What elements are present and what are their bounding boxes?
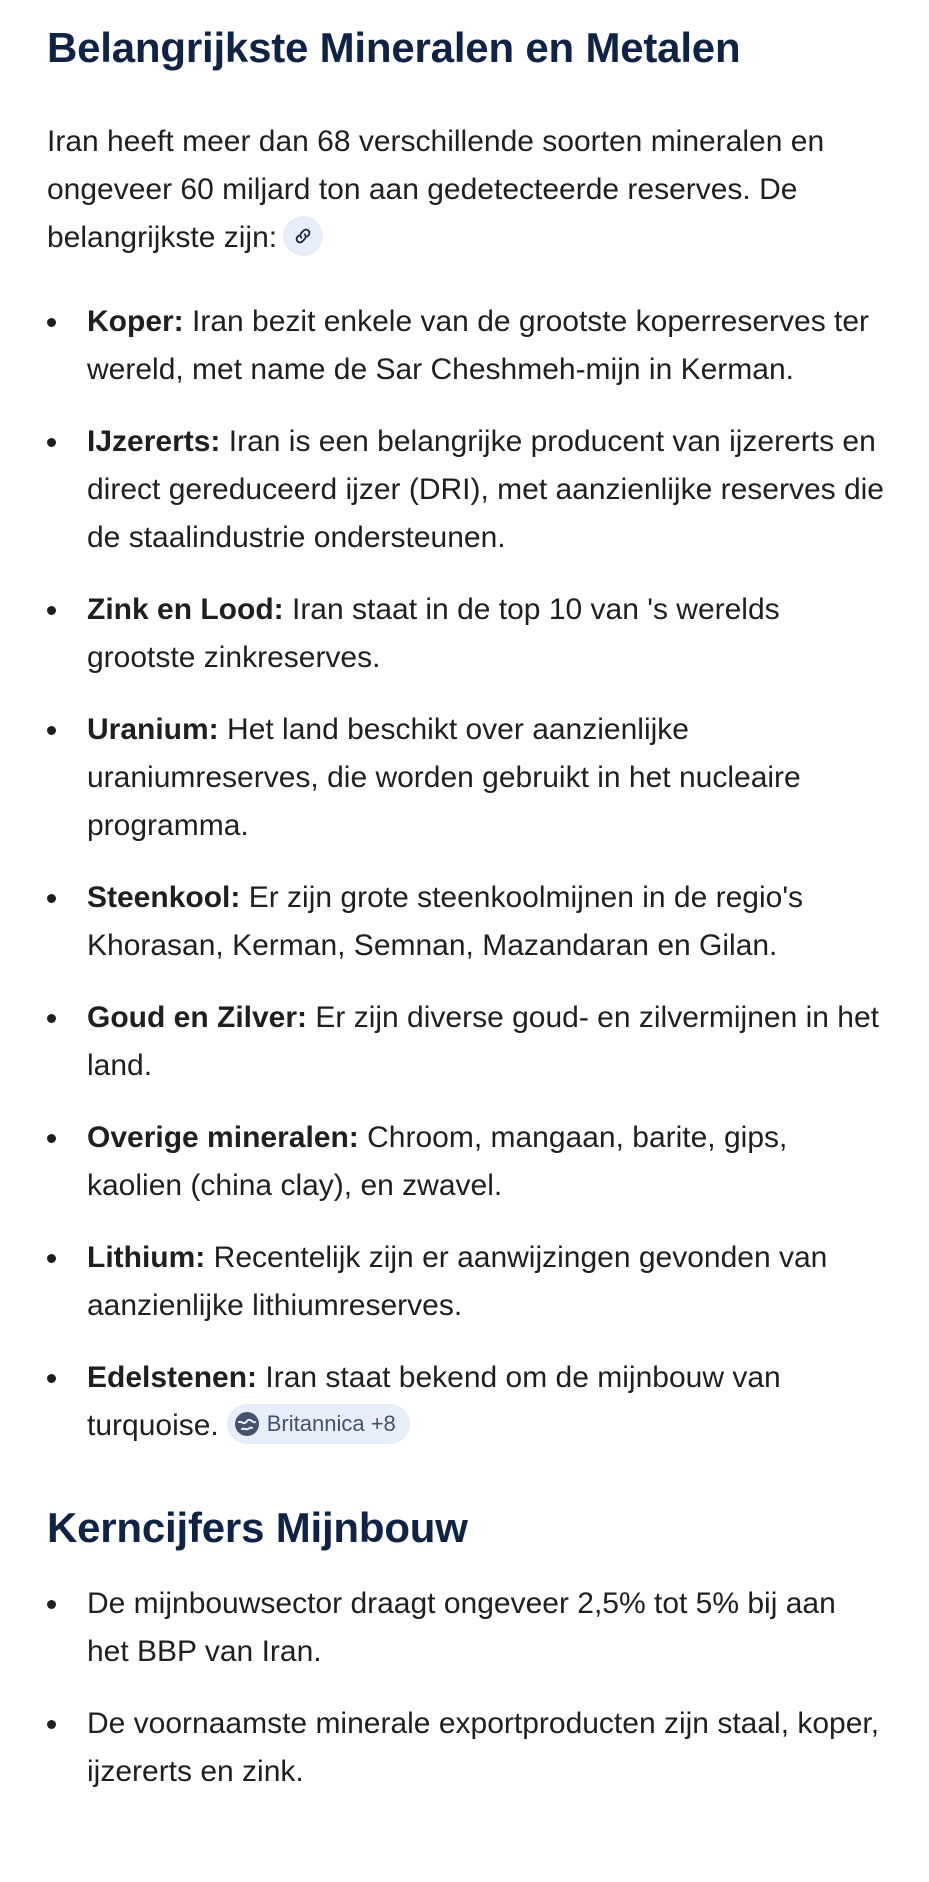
list-item: Goud en Zilver: Er zijn diverse goud- en zilvermijnen in het land. (47, 994, 885, 1090)
list-item: Steenkool: Er zijn grote steenkoolmijnen in de regio's Khorasan, Kerman, Semnan, Mazandaran en Gilan. (47, 874, 885, 970)
list-item: IJzererts: Iran is een belangrijke producent van ijzererts en direct gereduceerd ijzer (DRI), met aanzienlijke reserves die de staalindustrie ondersteunen. (47, 418, 885, 562)
citation-link-button[interactable] (283, 216, 323, 256)
kpi-heading: Kerncijfers Mijnbouw (47, 1504, 468, 1551)
minerals-heading: Belangrijkste Mineralen en Metalen (47, 24, 741, 71)
list-item: Lithium: Recentelijk zijn er aanwijzingen gevonden van aanzienlijke lithiumreserves. (47, 1234, 885, 1330)
link-icon (293, 226, 313, 246)
list-item: Uranium: Het land beschikt over aanzienlijke uraniumreserves, die worden gebruikt in het nucleaire programma. (47, 706, 885, 850)
sources-chip-label: Britannica +8 (266, 1411, 396, 1437)
list-item: De voornaamste minerale exportproducten zijn staal, koper, ijzererts en zink. (47, 1700, 885, 1796)
list-item: Koper: Iran bezit enkele van de grootste koperreserves ter wereld, met name de Sar Cheshmeh-mijn in Kerman. (47, 298, 885, 394)
list-item: Zink en Lood: Iran staat in de top 10 van 's werelds grootste zinkreserves. (47, 586, 885, 682)
kpi-list (47, 1580, 885, 1796)
minerals-intro-text: Iran heeft meer dan 68 verschillende soorten mineralen en ongeveer 60 miljard ton aan gedetecteerde reserves. De belangrijkste zijn: (47, 125, 825, 254)
list-item: Edelstenen: Iran staat bekend om de mijnbouw van turquoise. Britannica +8 (47, 1354, 885, 1450)
sources-chip-button[interactable] (227, 1404, 410, 1444)
minerals-intro (47, 76, 885, 262)
list-item: Overige mineralen: Chroom, mangaan, barite, gips, kaolien (china clay), en zwavel. (47, 1114, 885, 1210)
minerals-section (47, 20, 885, 1450)
globe-icon (233, 1410, 261, 1438)
minerals-list (47, 298, 885, 1450)
list-item: De mijnbouwsector draagt ongeveer 2,5% tot 5% bij aan het BBP van Iran. (47, 1580, 885, 1676)
kpi-section (47, 1500, 885, 1796)
